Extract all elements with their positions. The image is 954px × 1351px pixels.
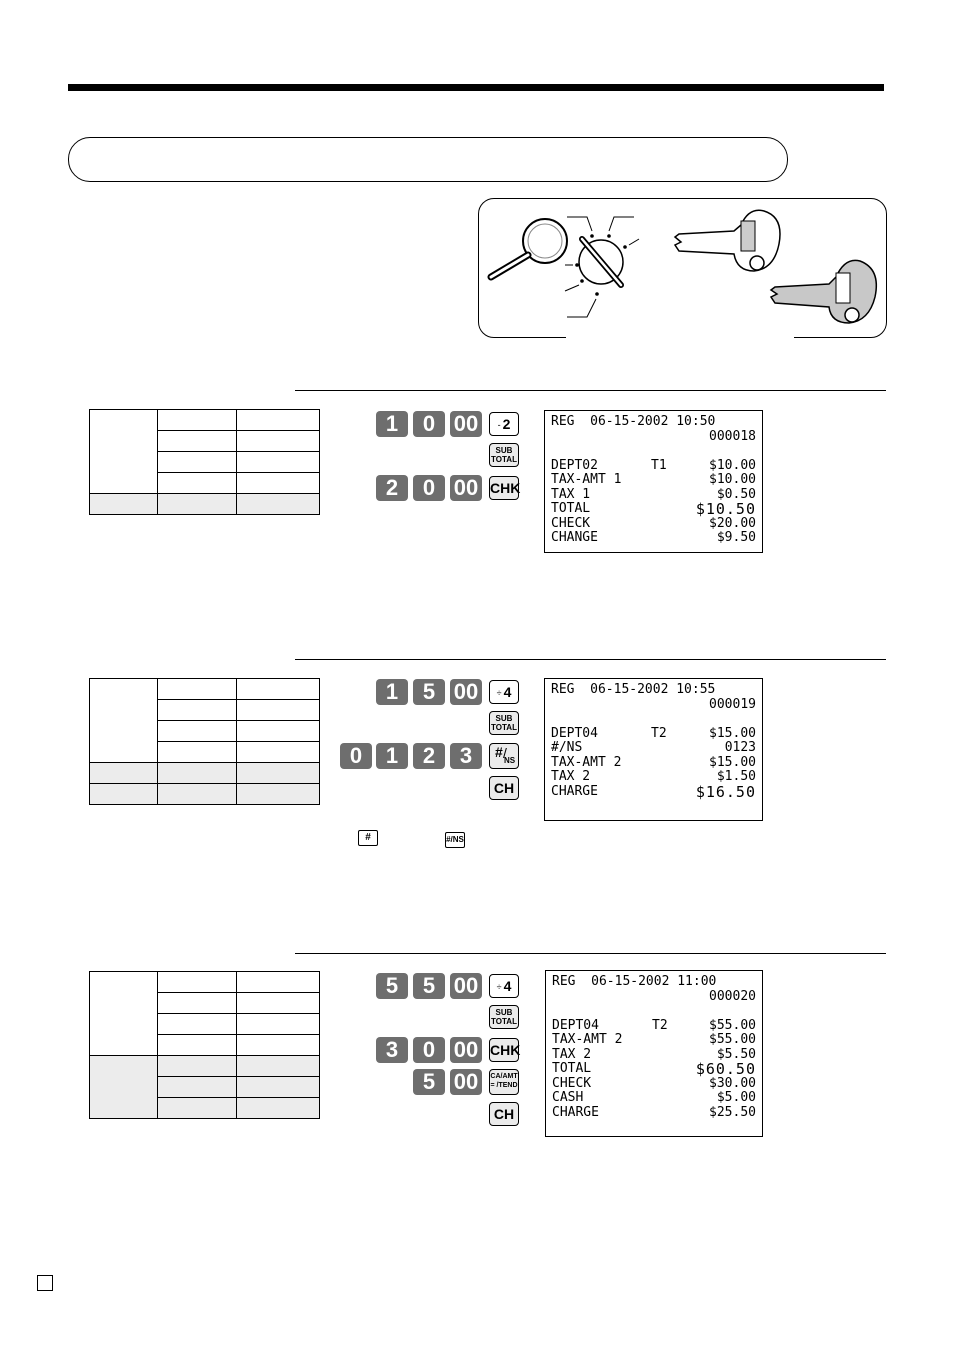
receipt-line-tax-status bbox=[651, 502, 681, 517]
receipt-line-tax-status bbox=[652, 1033, 682, 1048]
receipt-line bbox=[551, 756, 756, 771]
receipt-line-label: TOTAL bbox=[551, 501, 591, 516]
numeric-key-00[interactable]: 00 bbox=[450, 411, 482, 437]
receipt-line-label: TAX-AMT 2 bbox=[552, 1032, 623, 1047]
receipt-line-label: TAX-AMT 1 bbox=[551, 472, 622, 487]
slash-symbol: / bbox=[503, 745, 507, 761]
numeric-key[interactable]: 0 bbox=[413, 475, 445, 501]
receipt-line-tax-status bbox=[651, 741, 681, 756]
receipt-spacer bbox=[551, 444, 756, 459]
receipt-line-label: DEPT04 bbox=[551, 725, 598, 741]
numeric-key[interactable]: 1 bbox=[376, 411, 408, 437]
receipt-line-label: DEPT04 bbox=[552, 1017, 599, 1033]
receipt-line-label: CHECK bbox=[551, 515, 591, 531]
receipt-line-tax-status bbox=[651, 473, 681, 488]
receipt-line-amount: $15.00 bbox=[709, 754, 756, 770]
numeric-key[interactable]: 3 bbox=[376, 1037, 408, 1063]
receipt-line-amount: $60.50 bbox=[695, 1060, 756, 1078]
receipt-line-amount: $5.50 bbox=[716, 1046, 756, 1062]
receipt-line-label: TAX 2 bbox=[551, 769, 591, 784]
receipt-line-amount: $55.00 bbox=[709, 1017, 756, 1033]
receipt-line bbox=[552, 1077, 756, 1092]
department-number: 4 bbox=[503, 684, 512, 700]
cash-amount-tend-key[interactable] bbox=[489, 1069, 519, 1095]
receipt-line-label: #/NS bbox=[551, 740, 583, 755]
receipt-header: REG 06-15-2002 10:50 bbox=[551, 414, 716, 429]
receipt-line-tax-status: T2 bbox=[651, 725, 667, 741]
receipt-line bbox=[551, 502, 756, 517]
charge-key[interactable]: CH bbox=[489, 776, 519, 800]
numeric-key[interactable]: 5 bbox=[376, 973, 408, 999]
receipt-line bbox=[551, 727, 756, 742]
receipt-line-tax-status bbox=[651, 770, 681, 785]
numeric-key[interactable]: 0 bbox=[413, 411, 445, 437]
mode-dial-icon bbox=[565, 217, 639, 317]
ns-label: NS bbox=[504, 756, 516, 765]
numeric-key[interactable]: 5 bbox=[413, 679, 445, 705]
receipt-number: 000019 bbox=[709, 696, 756, 712]
receipt-line-label: TAX 2 bbox=[552, 1046, 592, 1062]
subtotal-key[interactable]: SUB TOTAL bbox=[489, 711, 519, 735]
receipt-spacer bbox=[552, 1004, 756, 1019]
hash-ns-key-mini: #/NS bbox=[445, 832, 465, 848]
department-4-key[interactable] bbox=[489, 974, 519, 998]
receipt-line-amount: $15.00 bbox=[709, 725, 756, 741]
receipt-line-label: CASH bbox=[552, 1090, 584, 1105]
numeric-key-00[interactable]: 00 bbox=[450, 679, 482, 705]
numeric-key[interactable]: 2 bbox=[413, 743, 445, 769]
key-icon bbox=[675, 210, 780, 271]
divide-symbol: ÷ bbox=[496, 688, 502, 699]
mode-switch-illustration bbox=[478, 198, 887, 338]
receipt-line bbox=[552, 1019, 756, 1034]
numeric-key-00[interactable]: 00 bbox=[450, 1069, 482, 1095]
receipt-line bbox=[551, 531, 756, 546]
numeric-key[interactable]: 1 bbox=[376, 743, 408, 769]
receipt-line bbox=[551, 741, 756, 756]
top-rule bbox=[68, 84, 884, 91]
receipt-line-tax-status bbox=[651, 531, 681, 546]
receipt-line bbox=[551, 517, 756, 532]
receipt-line-amount: $30.00 bbox=[709, 1075, 756, 1091]
minus-symbol: - bbox=[497, 420, 501, 431]
numeric-key[interactable]: 1 bbox=[376, 679, 408, 705]
tend-label: = /TEND bbox=[490, 1082, 518, 1089]
receipt-line-amount: $1.50 bbox=[716, 769, 756, 784]
numeric-key-00[interactable]: 00 bbox=[450, 475, 482, 501]
check-key[interactable]: CHK bbox=[489, 1038, 519, 1062]
page-number-box bbox=[37, 1275, 53, 1291]
numeric-key-00[interactable]: 00 bbox=[450, 973, 482, 999]
receipt-line-amount: 0123 bbox=[724, 740, 756, 755]
receipt-line-label: TOTAL bbox=[552, 1061, 592, 1076]
check-key[interactable]: CHK bbox=[489, 476, 519, 500]
receipt-line-amount: $9.50 bbox=[716, 530, 756, 545]
subtotal-key[interactable]: SUB TOTAL bbox=[489, 1005, 519, 1029]
receipt-line bbox=[552, 1062, 756, 1077]
receipt-line-amount: $55.00 bbox=[709, 1032, 756, 1047]
ca-amt-label: CA/AMT bbox=[490, 1073, 518, 1080]
receipt-line-amount: $20.00 bbox=[709, 515, 756, 531]
receipt-3 bbox=[545, 970, 763, 1137]
receipt-1 bbox=[544, 410, 763, 553]
receipt-line bbox=[552, 1106, 756, 1121]
receipt-line-tax-status bbox=[651, 488, 681, 503]
divide-symbol: ÷ bbox=[496, 982, 502, 993]
receipt-line bbox=[551, 473, 756, 488]
numeric-key[interactable]: 5 bbox=[413, 973, 445, 999]
charge-key[interactable]: CH bbox=[489, 1102, 519, 1126]
numeric-key[interactable]: 0 bbox=[413, 1037, 445, 1063]
receipt-header: REG 06-15-2002 10:55 bbox=[551, 682, 716, 697]
operation-table-1 bbox=[89, 409, 320, 515]
receipt-line-label: CHANGE bbox=[551, 530, 598, 545]
magnifier-icon bbox=[491, 219, 567, 277]
receipt-line-amount: $5.00 bbox=[716, 1090, 756, 1105]
numeric-key[interactable]: 0 bbox=[340, 743, 372, 769]
receipt-line-label: TAX 1 bbox=[551, 486, 591, 502]
receipt-line bbox=[552, 1091, 756, 1106]
hash-symbol: # bbox=[495, 744, 503, 760]
receipt-number: 000020 bbox=[709, 988, 756, 1004]
receipt-line-tax-status bbox=[652, 1062, 682, 1077]
receipt-line-tax-status bbox=[651, 785, 681, 800]
receipt-2 bbox=[544, 678, 763, 821]
receipt-line-tax-status bbox=[652, 1091, 682, 1106]
receipt-line bbox=[552, 1033, 756, 1048]
mode-switch-graphic bbox=[479, 199, 888, 339]
numeric-key-00[interactable]: 00 bbox=[450, 1037, 482, 1063]
receipt-line bbox=[551, 459, 756, 474]
receipt-header: REG 06-15-2002 11:00 bbox=[552, 974, 717, 989]
receipt-line-tax-status bbox=[651, 756, 681, 771]
department-number: 4 bbox=[503, 978, 512, 994]
section-rule-1 bbox=[295, 390, 886, 391]
receipt-line-tax-status: T2 bbox=[652, 1017, 668, 1033]
numeric-key[interactable]: 5 bbox=[413, 1069, 445, 1095]
operation-table-3 bbox=[89, 971, 320, 1119]
receipt-line-label: CHARGE bbox=[551, 783, 598, 799]
operation-table-2 bbox=[89, 678, 320, 805]
hash-key-mini: # bbox=[358, 830, 378, 846]
receipt-line-label: CHECK bbox=[552, 1075, 592, 1091]
numeric-key[interactable]: 2 bbox=[376, 475, 408, 501]
receipt-line-label: TAX-AMT 2 bbox=[551, 754, 622, 770]
receipt-line-amount: $25.50 bbox=[709, 1104, 756, 1120]
receipt-line bbox=[551, 782, 756, 801]
mode-box-gap bbox=[566, 336, 794, 340]
section-title-box bbox=[68, 137, 788, 182]
receipt-line-amount: $10.00 bbox=[709, 457, 756, 473]
receipt-line-amount: $10.00 bbox=[709, 472, 756, 487]
section-rule-2 bbox=[295, 659, 886, 660]
receipt-line-amount: $0.50 bbox=[716, 486, 756, 502]
receipt-line-amount: $16.50 bbox=[695, 782, 756, 801]
receipt-line-tax-status: T1 bbox=[651, 457, 667, 473]
section-rule-3 bbox=[295, 953, 886, 954]
subtotal-key[interactable]: SUB TOTAL bbox=[489, 443, 519, 467]
receipt-line-label: CHARGE bbox=[552, 1104, 599, 1120]
receipt-line-tax-status bbox=[651, 517, 681, 532]
receipt-line-amount: $10.50 bbox=[695, 500, 756, 518]
receipt-line-tax-status bbox=[652, 1048, 682, 1063]
department-4-key[interactable] bbox=[489, 680, 519, 704]
receipt-number: 000018 bbox=[709, 428, 756, 444]
receipt-line-tax-status bbox=[652, 1106, 682, 1121]
key-icon bbox=[771, 260, 876, 323]
department-number: 2 bbox=[502, 416, 511, 432]
receipt-spacer bbox=[551, 712, 756, 727]
receipt-line-tax-status bbox=[652, 1077, 682, 1092]
department-2-key[interactable] bbox=[489, 412, 519, 436]
receipt-line-label: DEPT02 bbox=[551, 457, 598, 473]
number-nosale-key[interactable] bbox=[489, 743, 519, 769]
numeric-key[interactable]: 3 bbox=[450, 743, 482, 769]
